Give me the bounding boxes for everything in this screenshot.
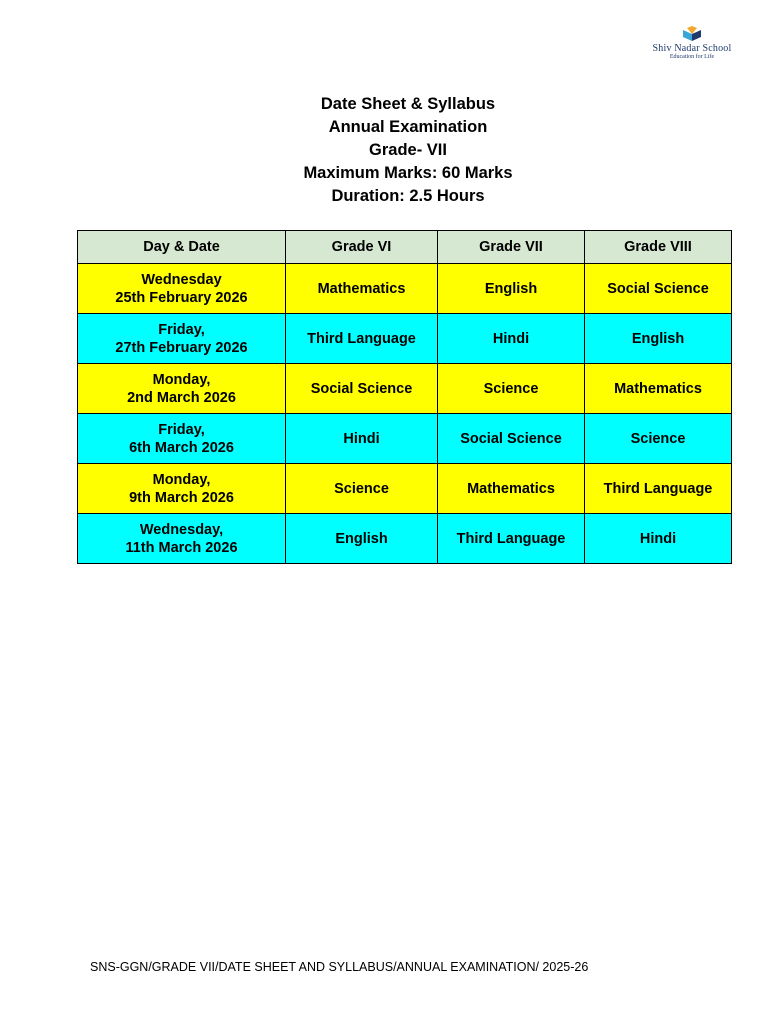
grade-6-subject: English: [286, 514, 438, 564]
table-row: [78, 264, 732, 314]
grade-6-subject: Hindi: [286, 414, 438, 464]
day-date-cell: [78, 314, 286, 364]
logo-school-name: Shiv Nadar School: [652, 43, 732, 54]
table-row: [78, 514, 732, 564]
school-logo: [648, 26, 736, 66]
grade-6-subject: Social Science: [286, 364, 438, 414]
table-row: [78, 314, 732, 364]
grade-8-subject: Mathematics: [585, 364, 732, 414]
document-title: Date Sheet & Syllabus: [320, 95, 496, 113]
table-row: [78, 364, 732, 414]
grade-8-subject: English: [585, 314, 732, 364]
grade-7-subject: Social Science: [438, 414, 585, 464]
day-label: Monday,: [152, 471, 211, 488]
grade-8-subject: Social Science: [585, 264, 732, 314]
grade-7-subject: Third Language: [438, 514, 585, 564]
grade-7-subject: Science: [438, 364, 585, 414]
max-marks: Maximum Marks: 60 Marks: [303, 164, 513, 182]
grade-6-subject: Mathematics: [286, 264, 438, 314]
day-label: Friday,: [158, 321, 205, 338]
date-label: 27th February 2026: [115, 339, 248, 356]
exam-name: Annual Examination: [328, 118, 488, 136]
day-label: Wednesday: [141, 271, 222, 288]
header-grade-8: Grade VIII: [585, 231, 732, 264]
book-logo-icon: [681, 26, 703, 42]
duration: Duration: 2.5 Hours: [331, 187, 485, 205]
grade-8-subject: Third Language: [585, 464, 732, 514]
day-date-cell: [78, 264, 286, 314]
logo-tagline: Education for Life: [669, 54, 715, 60]
header-day-date: Day & Date: [78, 231, 286, 264]
day-label: Friday,: [158, 421, 205, 438]
grade-7-subject: English: [438, 264, 585, 314]
grade-6-subject: Science: [286, 464, 438, 514]
day-label: Monday,: [152, 371, 211, 388]
date-label: 11th March 2026: [125, 539, 238, 556]
date-label: 2nd March 2026: [127, 389, 236, 406]
day-date-cell: [78, 414, 286, 464]
exam-schedule-table: [77, 230, 732, 564]
grade-6-subject: Third Language: [286, 314, 438, 364]
table-row: [78, 414, 732, 464]
day-date-cell: [78, 464, 286, 514]
grade-7-subject: Hindi: [438, 314, 585, 364]
grade-label: Grade- VII: [369, 141, 447, 159]
date-label: 6th March 2026: [129, 439, 234, 456]
date-label: 25th February 2026: [115, 289, 248, 306]
header-grade-7: Grade VII: [438, 231, 585, 264]
grade-8-subject: Science: [585, 414, 732, 464]
document-header: [208, 93, 608, 208]
document-footer: SNS-GGN/GRADE VII/DATE SHEET AND SYLLABUS/ANNUAL EXAMINATION/ 2025-26: [90, 960, 589, 974]
day-date-cell: [78, 514, 286, 564]
day-date-cell: [78, 364, 286, 414]
header-grade-6: Grade VI: [286, 231, 438, 264]
grade-7-subject: Mathematics: [438, 464, 585, 514]
day-label: Wednesday,: [139, 521, 224, 538]
date-label: 9th March 2026: [129, 489, 234, 506]
table-row: [78, 464, 732, 514]
grade-8-subject: Hindi: [585, 514, 732, 564]
table-header-row: [78, 231, 732, 264]
